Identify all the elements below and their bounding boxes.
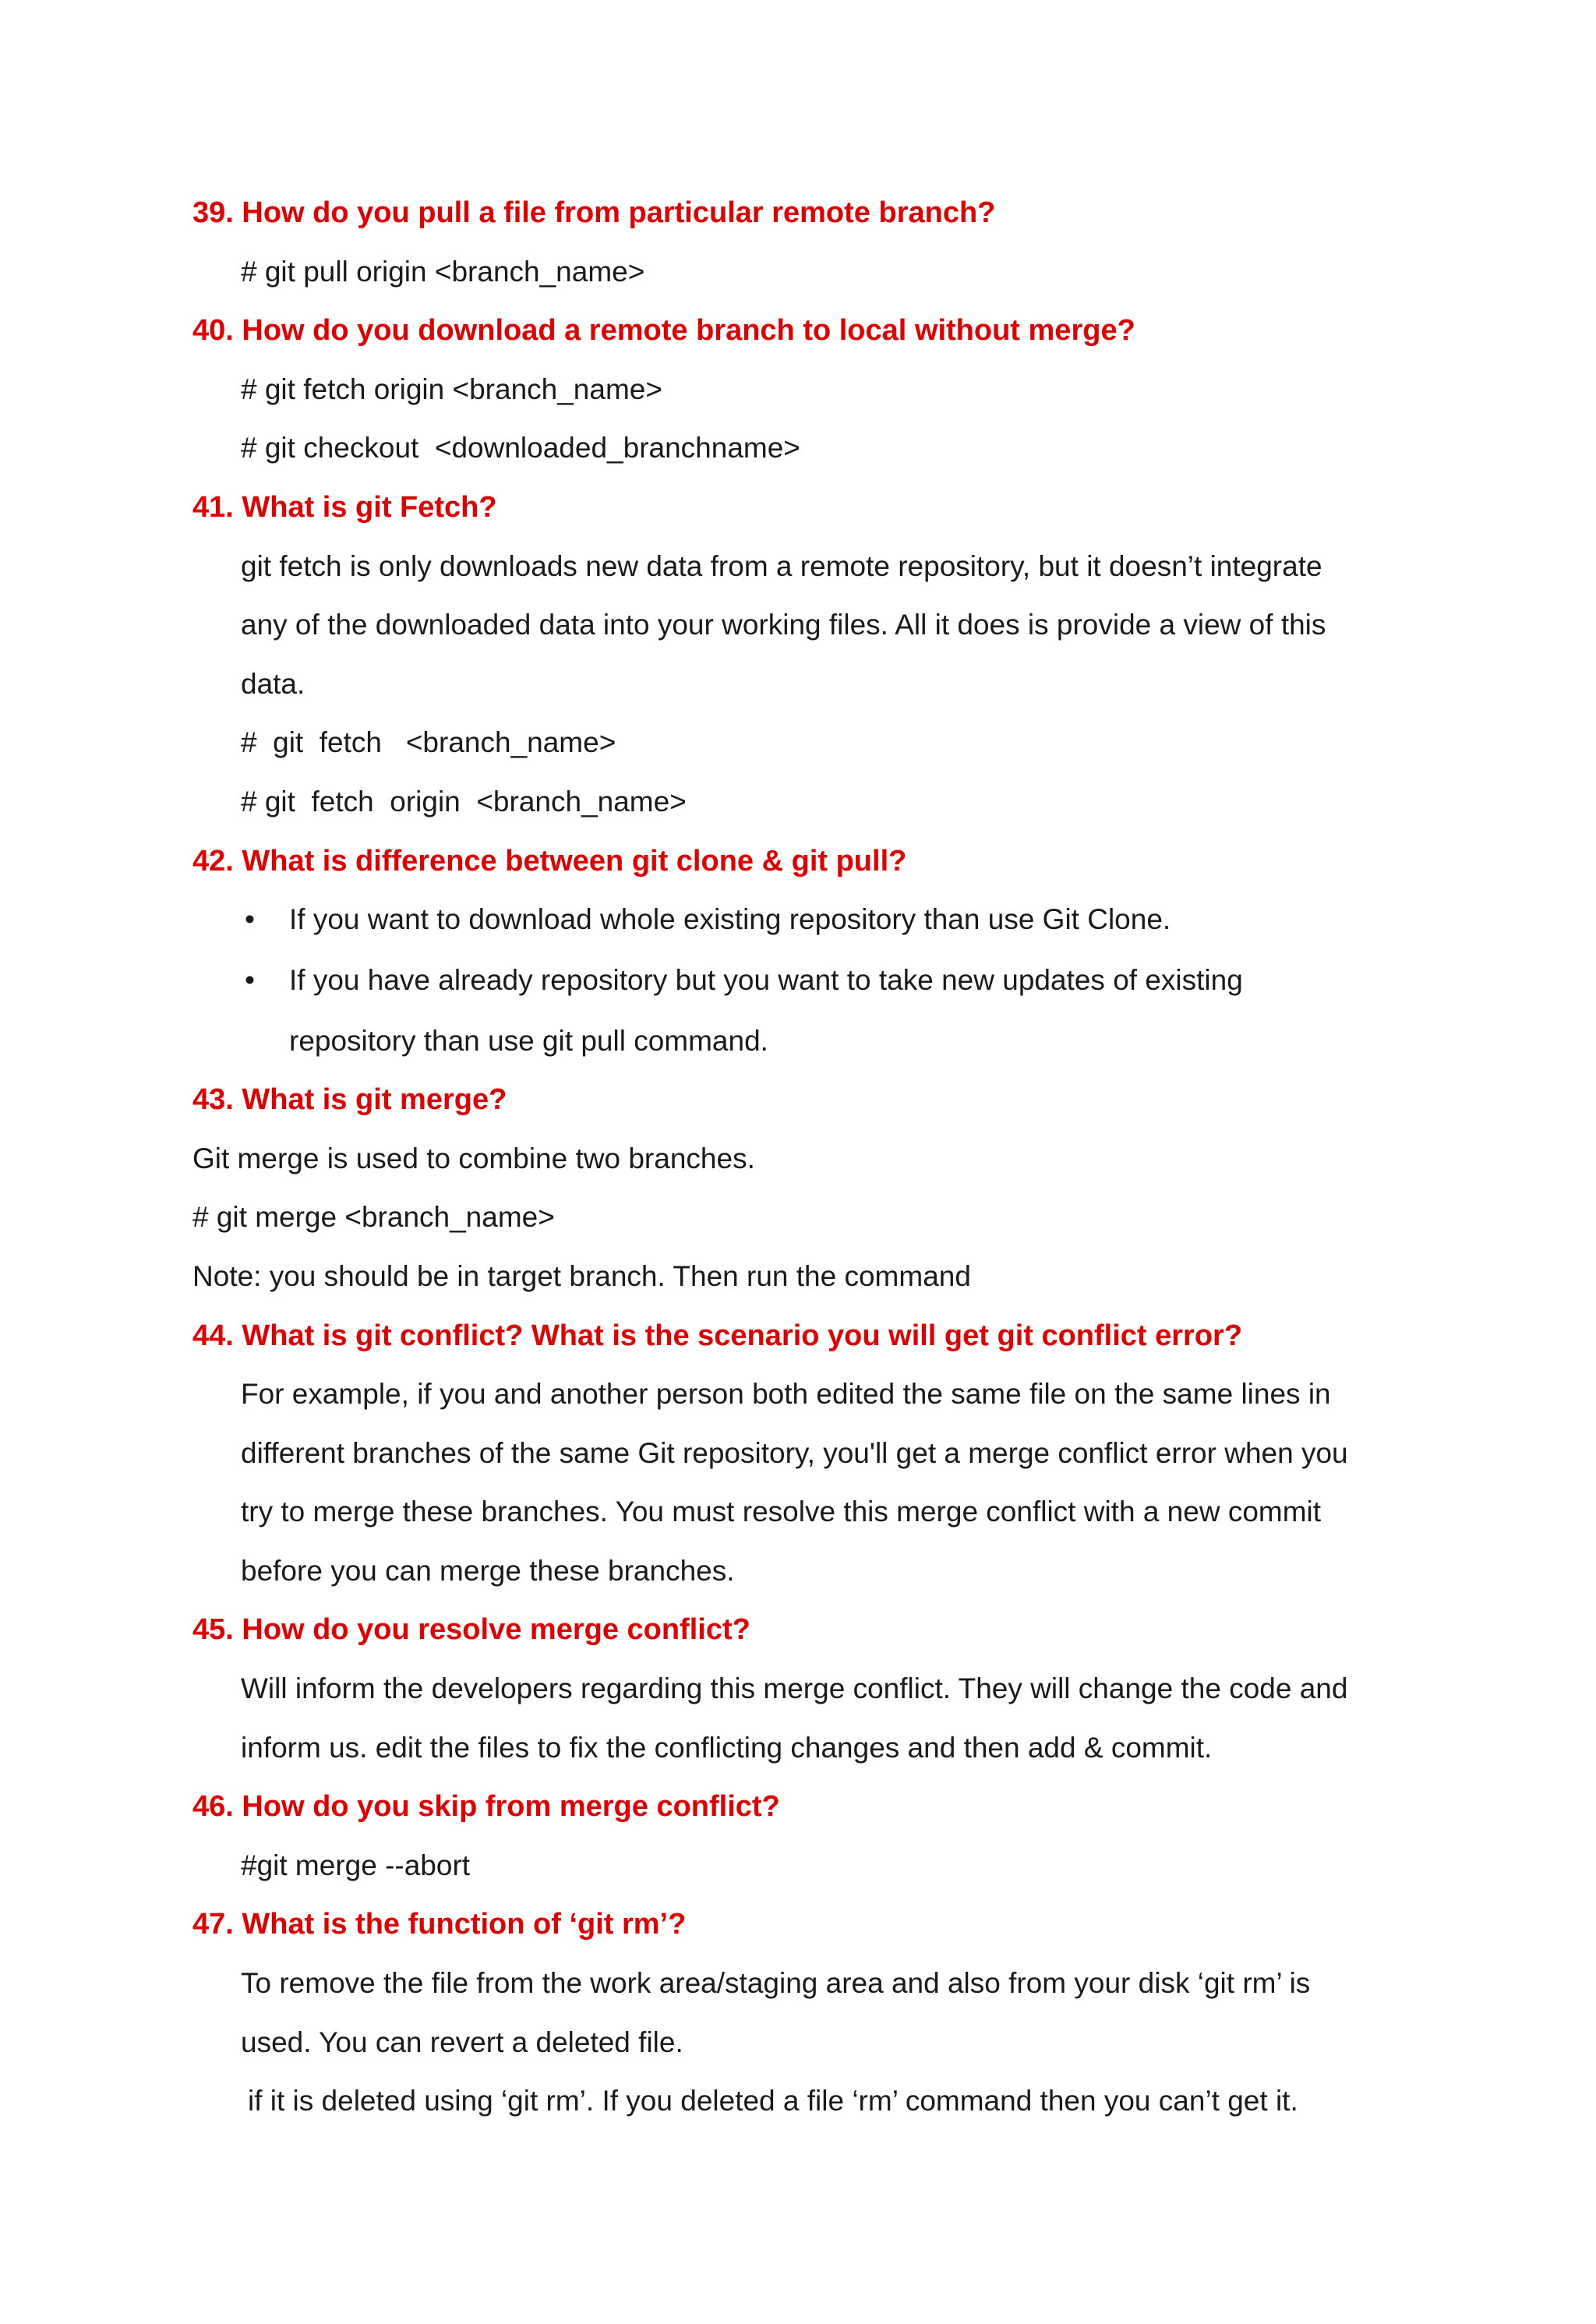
command-line: # git merge <branch_name>	[192, 1201, 555, 1234]
answer-text: if it is deleted using ‘git rm’. If you deleted a file ‘rm’ command then you can’t get it.	[248, 2085, 1298, 2117]
question-heading: 41. What is git Fetch?	[192, 490, 497, 524]
answer-text: Git merge is used to combine two branches.	[192, 1142, 755, 1174]
question-heading: 43. What is git merge?	[192, 1083, 507, 1117]
answer-text: To remove the file from the work area/staging area and also from your disk ‘git rm’ is	[241, 1967, 1311, 2000]
command-line: # git pull origin <branch_name>	[241, 255, 645, 288]
answer-text: Will inform the developers regarding this merge conflict. They will change the code and	[241, 1672, 1348, 1705]
answer-text: data.	[241, 667, 305, 700]
command-line: # git fetch <branch_name>	[241, 726, 616, 759]
command-line: #git merge --abort	[241, 1849, 471, 1881]
bullet-text-continuation: repository than use git pull command.	[289, 1025, 768, 1058]
answer-text: try to merge these branches. You must resolve this merge conflict with a new commit	[241, 1496, 1322, 1528]
bullet-icon: •	[245, 903, 255, 936]
answer-text: git fetch is only downloads new data from a remote repository, but it doesn’t integrate	[241, 549, 1322, 582]
answer-text: For example, if you and another person both edited the same file on the same lines in	[241, 1378, 1331, 1411]
question-heading: 45. How do you resolve merge conflict?	[192, 1613, 750, 1647]
note-text: Note: you should be in target branch. Then run the command	[192, 1259, 971, 1292]
answer-text: before you can merge these branches.	[241, 1554, 735, 1587]
bullet-text: If you have already repository but you want to take new updates of existing	[289, 964, 1243, 997]
command-line: # git fetch origin <branch_name>	[241, 785, 687, 818]
bullet-item	[192, 896, 1440, 957]
command-line: # git fetch origin <branch_name>	[241, 373, 662, 405]
question-heading: 42. What is difference between git clone & git pull?	[192, 844, 907, 878]
answer-text: inform us. edit the files to fix the conflicting changes and then add & commit.	[241, 1731, 1213, 1764]
bullet-item	[192, 957, 1440, 1018]
bullet-icon: •	[245, 964, 255, 997]
command-line: # git checkout <downloaded_branchname>	[241, 432, 800, 464]
answer-text: used. You can revert a deleted file.	[241, 2026, 683, 2058]
question-heading: 40. How do you download a remote branch to local without merge?	[192, 314, 1135, 348]
bullet-text: If you want to download whole existing repository than use Git Clone.	[289, 903, 1171, 936]
question-heading: 46. How do you skip from merge conflict?	[192, 1790, 780, 1824]
answer-text: any of the downloaded data into your working files. All it does is provide a view of this	[241, 609, 1326, 641]
question-heading: 47. What is the function of ‘git rm’?	[192, 1908, 687, 1941]
question-heading: 44. What is git conflict? What is the scenario you will get git conflict error?	[192, 1319, 1243, 1352]
question-heading: 39. How do you pull a file from particular remote branch?	[192, 196, 996, 229]
answer-text: different branches of the same Git repository, you'll get a merge conflict error when you	[241, 1436, 1348, 1469]
